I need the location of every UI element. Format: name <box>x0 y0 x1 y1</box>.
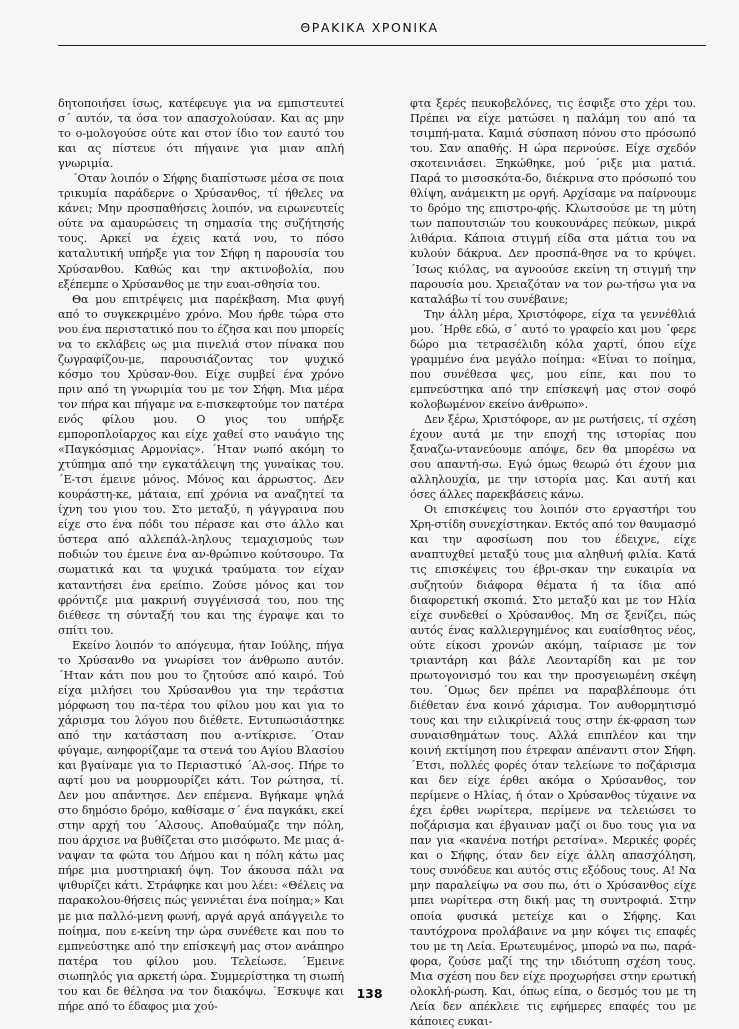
journal-title: ΘΡΑΚΙΚΑ ΧΡΟΝΙΚΑ <box>300 20 439 35</box>
paragraph: Δεν ξέρω, Χριστόφορε, αν με ρωτήσεις, τί σχέση έχουν αυτά με την εποχή της ιστορίας που ξαναζω-ντανεύουμε απόψε, δεν θα μπορέσω να σου απαντή-σω. Εγώ όμως θεωρώ ότι έχουν μια αλληλουχία, με την ιστορία μας. Και αυτή και όσες άλλες παρεκβάσεις κάνω. <box>410 412 696 502</box>
paragraph: Θα μου επιτρέψεις μια παρέκβαση. Μια φυγή από το συγκεκριμένο χρόνο. Μου ήρθε τώρα στο νου ένα περιστατικό που το έζησα και που μπορείς να το εκλάβεις ως μια πινελιά στον πίνακα που ζωγραφίζου-με, παρουσιάζοντας τον ψυχικό κόσμο του Χρύσαν-θου. Είχε συμβεί ένα χρόνο πριν από τη γνωριμία του με τον Σήφη. Μια μέρα τον πήρα και πήγαμε να ε-πισκεφτούμε τον πατέρα ενός φίλου μου. Ο γιος του υπήρξε εμποροπλοίαρχος και είχε χαθεί στο ναυάγιο της «Παγκόσμιας Αρμονίας». ΄Ηταν νωπό ακόμη το χτύπημα από την εγκατάλειψη της γυναίκας του. ΄Ε-τσι έμεινε μόνος. Μόνος και άρρωστος. Δεν κουράστη-κε, μάταια, επί χρόνια να αναζητεί τα ίχνη του γιου του. Στο μεταξύ, η γάγγραινα που είχε στο ένα πόδι του πέρασε και στο άλλο και ύστερα από αλλεπάλ-ληλους τεμαχισμούς των ποδιών του έμεινε ένα αν-θρώπινο κούτσουρο. Τα σωματικά και τα ψυχικά τραύματα τον είχαν καταντήσει ένα ερείπιο. Ζούσε μόνος και τον φρόντιζε μια μακρινή συγγένισσά του, που της διέθεσε τη σύνταξή του και της έγραψε και το σπίτι του. <box>58 292 344 637</box>
paragraph: Οι επισκέψεις του λοιπόν στο εργαστήρι του Χρη-στίδη συνεχίστηκαν. Εκτός από τον θαυμασμό και την αφοσίωση που του έδειχνε, είχε αναπτυχθεί μεταξύ τους μια αληθινή φιλία. Κατά τις επισκέψεις του έβρι-σκαν την ευκαιρία να συζητούν διάφορα θέματα ή τα ίδια από διαφορετική σκοπιά. Στο μεταξύ και με τον Ηλία είχε συνδεθεί ο Χρύσανθος. Μη σε ξενίζει, πώς αυτός ένας καλλιεργημένος και ευαίσθητος νέος, ούτε είκοσι χρονών ακόμη, ταίριασε με τον τριαντάρη και βάλε Λεονταρίδη και με τον πρωτογονισμό του και την προσγειωμένη σκέψη του. ΄Ομως δεν πρέπει να παραβλέπουμε ότι διέθεταν ένα κοινό χάρισμα. Τον αυθορμητισμό τους και την ειλικρίνειά τους στην έκ-φραση των συναισθημάτων τους. Αλλά επιπλέον και την κοινή εκτίμηση που έτρεφαν απέναντι στον Σήφη. ΄Ετσι, πολλές φορές όταν τελείωνε το ποζάρισμα και δεν είχε έρθει ακόμα ο Χρύσανθος, τον περίμενε ο Ηλίας, ή όταν ο Χρύσανθος τύχαινε να έχει έρθει νωρίτερα, περίμενε να τελειώσει το ποζάρισμα και έβγαιναν μαζί οι δυο τους για να παν για «κανένα ποτήρι ρετσίνα». Μερικές φορές και ο Σήφης, όταν δεν είχε άλλη απασχόληση, τους συνόδευε και αυτός στις εξόδους τους. Α! Να μην παραλείψω να σου πω, ότι ο Χρύσανθος είχε μπει νωρίτερα στη δική μας τη συντροφιά. Στην οποία φυσικά μετείχε και ο Σήφης. Και ταυτόχρονα προλάβαινε να μην κόψει τις επαφές του με τη Λεία. Ερωτευμένος, μπορώ να πω, παρά-φορα, ζούσε μαζί της την ιδιότυπη σχέση τους. Μια σχέση που δεν είχε προχωρήσει στην ερωτική ολοκλή-ρωση. Και, όπως είπα, ο δεσμός του με τη Λεία δεν απέκλειε τις εφήμερες επαφές του με κάποιες ευκαι- <box>410 503 696 1028</box>
paragraph: ΄Οταν λοιπόν ο Σήφης διαπίστωσε μέσα σε ποια τρικυμία παράδερνε ο Χρύσανθος, τί ήθελες να κάνει; Μην προσπαθήσεις λοιπόν, να ειρωνευτείς ούτε να αμαυρώσεις τη σημασία της συζήτησής τους. Αρκεί να έχεις κατά νου, το πόσο καταλυτική υπήρξε για τον Σήφη η παρουσία του Χρύσανθου. Καθώς και την ακτινοβολία, που εξέπεμπε ο Χρύσανθος με την ευαι-σθησία του. <box>58 172 344 291</box>
right-column <box>410 96 696 1029</box>
left-column <box>58 96 344 1014</box>
paragraph: δητοποιήσει ίσως, κατέφευγε για να εμπιστευτεί σ΄ αυτόν, τα όσα τον απασχολούσαν. Και ας μην το ο-μολογούσε ούτε και στον ίδιο τον εαυτό του και ας πίστευε ότι πήγαινε για μιαν απλή γνωριμία. <box>58 97 344 171</box>
page-header <box>0 0 739 60</box>
paragraph: Την άλλη μέρα, Χριστόφορε, είχα τα γεννέθλιά μου. ΄Ηρθε εδώ, σ΄ αυτό το γραφείο και μου ΄φερε δώρο μια τετρασέλιδη κόλα χαρτί, όπου είχε γραμμένο ένα μεγάλο ποίημα: «Είναι το ποίημα, που συνέθεσα ψες, μου είπε, και που το εμπνεύστηκα από την επίσκεψή μας στον σοφό κολοβωμένον εκείνο άνθρωπο». <box>410 307 696 411</box>
paragraph: Εκείνο λοιπόν το απόγευμα, ήταν Ιούλης, πήγα το Χρύσανθο να γνωρίσει τον άνθρωπο αυτόν. ΄Ηταν κάτι που μου το ζητούσε από καιρό. Τού είχα μιλήσει του Χρύσανθου για την τεράστια μόρφωση του πα-τέρα του φίλου μου και για το χάρισμα του λόγου που διέθετε. Εντυπωσιάστηκε από την κατάσταση που α-ντίκρισε. ΄Οταν φύγαμε, ανηφορίζαμε τα στενά του Αγίου Βλασίου και βγαίναμε για το Περιαστικό ΄Αλ-σος. Πήρε το αφτί μου να μουρμουρίζει κάτι. Τον ρώτησα, τί. Δεν μου απάντησε. Δεν επέμενα. Βγήκαμε ψηλά στο δημόσιο δρόμο, καθίσαμε σ΄ ένα παγκάκι, εκεί στην αρχή του ΄Αλσους. Αποθαύμαζε την πόλη, που άρχισε να βυθίζεται στο μισόφωτο. Με μιας ά-ναψαν τα φώτα του Δήμου και η πόλη κάτω μας πήρε μια μυστηριακή όψη. Τον άκουσα πάλι να ψιθυρίζει κάτι. Στράφηκε και μου λέει: «Θέλεις να παρακολου-θήσεις πώς γεννιέται ένα ποίημα;» Και με μια παλλό-μενη φωνή, αργά αργά απάγγειλε το ποίημα, που ε-κείνη την ώρα συνέθετε και που το εμπνεύστηκε από την επίσκεψή μας στον ανάπηρο πατέρα του φίλου μου. Τελείωσε. ΄Εμεινε σιωπηλός για αρκετή ώρα. Συμμερίστηκα τη σιωπή του και δε θέλησα να τον διακόψω. ΄Εσκυψε και πήρε από το έδαφος μια χού- <box>58 638 344 1013</box>
paragraph: φτα ξερές πευκοβελόνες, τις έσφιξε στο χέρι του. Πρέπει να είχε ματώσει η παλάμη του από τα τσιμπή-ματα. Καμιά σύσπαση πόνου στο πρόσωπό του. Σαν απαθής. Η ώρα περνούσε. Είχε σχεδόν σκοτεινιάσει. Ξηκώθηκε, μού ΄ριξε μια ματιά. Παρά το μισοσκότα-δο, διέκρινα στο πρόσωπό του θλίψη, ανάμεικτη με οργή. Αρχίσαμε να παίρνουμε το δρόμο της επιστρο-φής. Κλωτσούσε με τη μύτη των παπουτσιών του κουκουνάρες πεύκων, μικρά λιθάρια. Κάποια στιγμή είδα στα μάτια του να κυλούν δάκρυα. Δεν προσπά-θησε να το κρύψει. ΄Ισως κιόλας, να αγνοούσε εκείνη τη στιγμή την παρουσία μου. Χρειαζόταν να τον ρω-τήσω για να καταλάβω τί του συνέβαινε; <box>410 97 696 306</box>
header-rule <box>58 45 706 46</box>
page-number: 138 <box>356 986 383 1001</box>
